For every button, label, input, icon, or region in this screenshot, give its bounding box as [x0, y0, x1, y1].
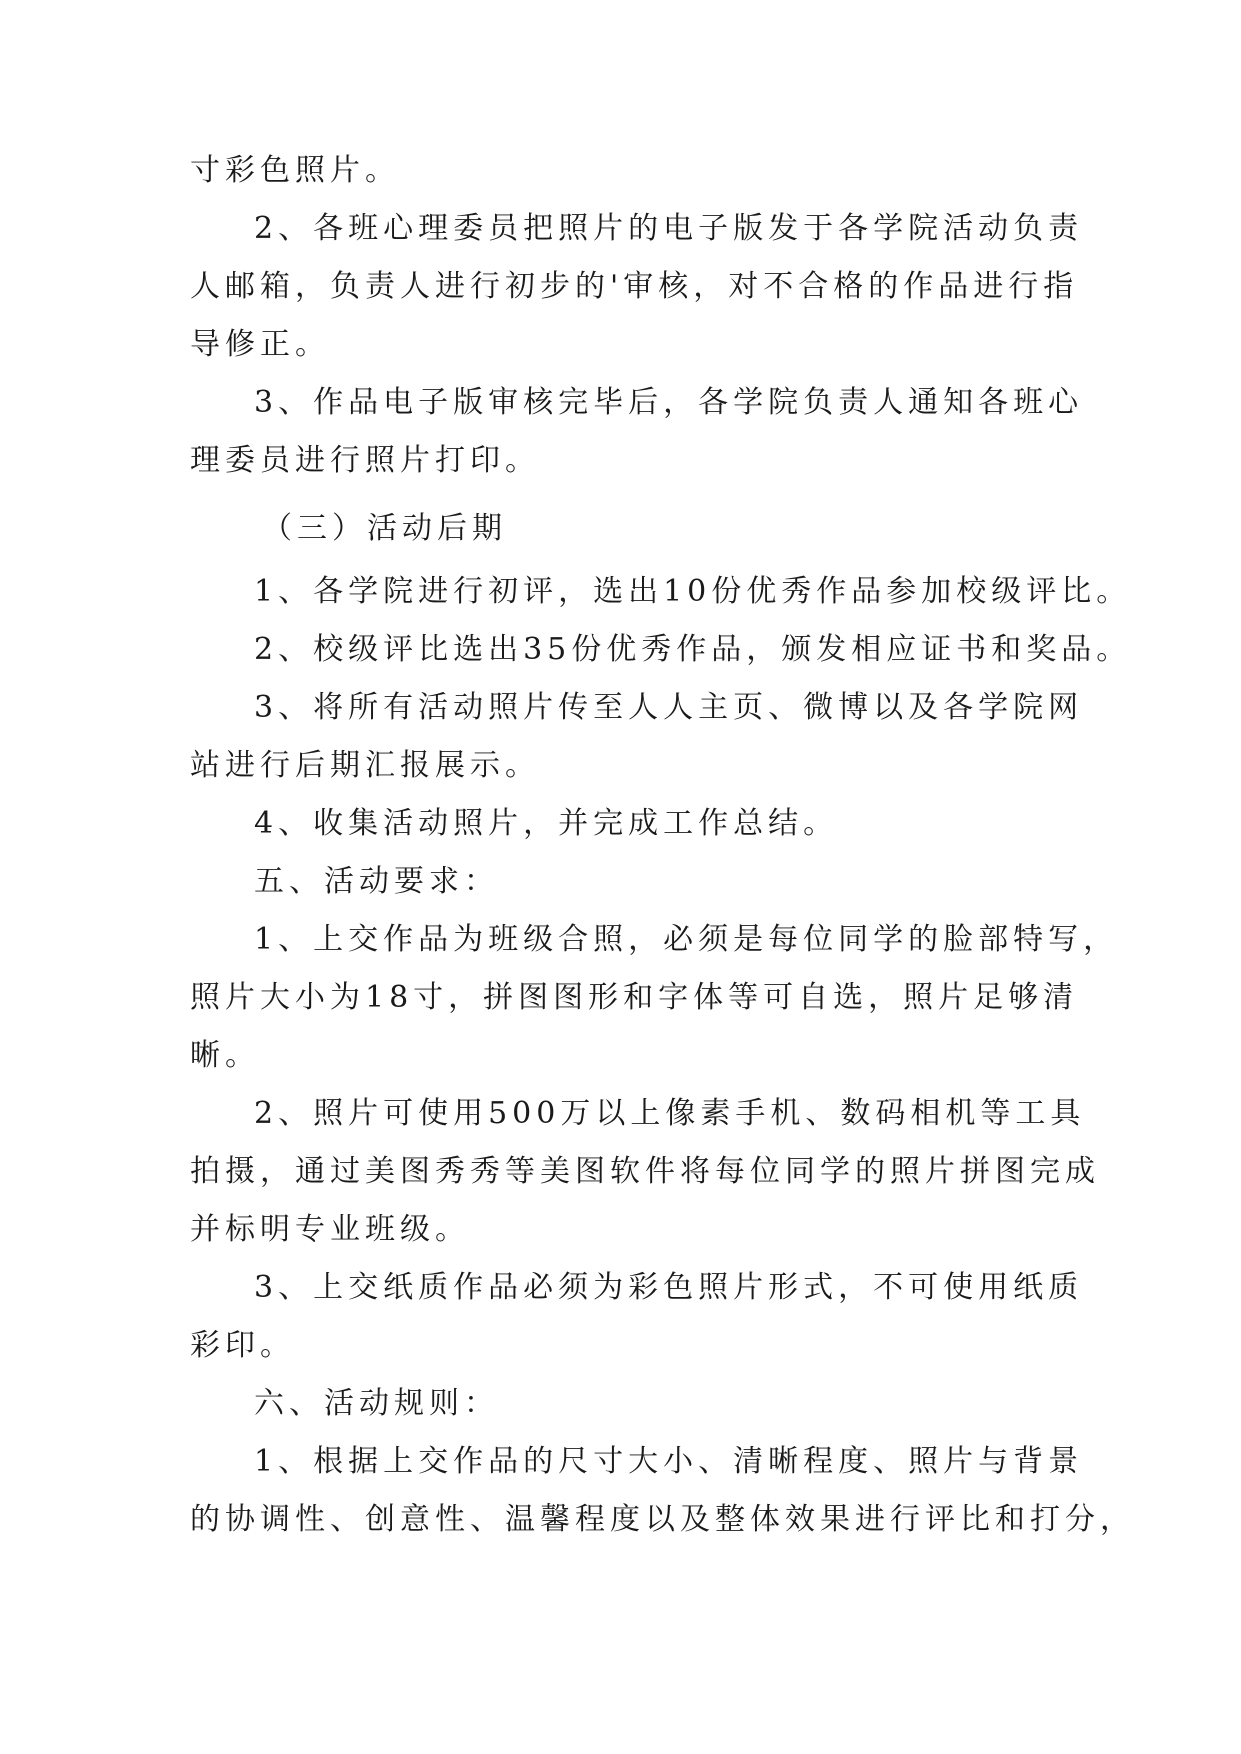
section-heading: 六、活动规则：: [254, 1386, 499, 1421]
text-line: 3、将所有活动照片传至人人主页、微博以及各学院网: [254, 690, 1084, 725]
text-line: 3、作品电子版审核完毕后，各学院负责人通知各班心: [254, 385, 1084, 420]
text-line: 3、上交纸质作品必须为彩色照片形式，不可使用纸质: [254, 1270, 1084, 1305]
text-line: 照片大小为18寸，拼图图形和字体等可自选，照片足够清: [190, 980, 1079, 1015]
text-line: 导修正。: [190, 327, 330, 362]
text-line: 1、上交作品为班级合照，必须是每位同学的脸部特写，: [254, 922, 1119, 957]
text-line: 的协调性、创意性、温馨程度以及整体效果进行评比和打分，: [190, 1502, 1135, 1537]
text-line: 2、校级评比选出35份优秀作品，颁发相应证书和奖品。: [254, 632, 1132, 667]
text-line: 彩印。: [190, 1328, 295, 1363]
text-line: 拍摄，通过美图秀秀等美图软件将每位同学的照片拼图完成: [190, 1154, 1100, 1189]
text-line: 并标明专业班级。: [190, 1212, 470, 1247]
section-heading: （三）活动后期: [262, 511, 507, 546]
text-line: 寸彩色照片。: [190, 153, 400, 188]
text-line: 2、各班心理委员把照片的电子版发于各学院活动负责: [254, 211, 1084, 246]
section-heading: 五、活动要求：: [254, 864, 499, 899]
text-line: 1、各学院进行初评，选出10份优秀作品参加校级评比。: [254, 574, 1132, 609]
text-line: 4、收集活动照片，并完成工作总结。: [254, 806, 839, 841]
text-line: 站进行后期汇报展示。: [190, 748, 540, 783]
text-line: 人邮箱，负责人进行初步的'审核，对不合格的作品进行指: [190, 269, 1079, 304]
text-line: 理委员进行照片打印。: [190, 443, 540, 478]
text-line: 1、根据上交作品的尺寸大小、清晰程度、照片与背景: [254, 1444, 1084, 1479]
text-line: 晰。: [190, 1038, 260, 1073]
text-line: 2、照片可使用500万以上像素手机、数码相机等工具: [254, 1096, 1086, 1131]
